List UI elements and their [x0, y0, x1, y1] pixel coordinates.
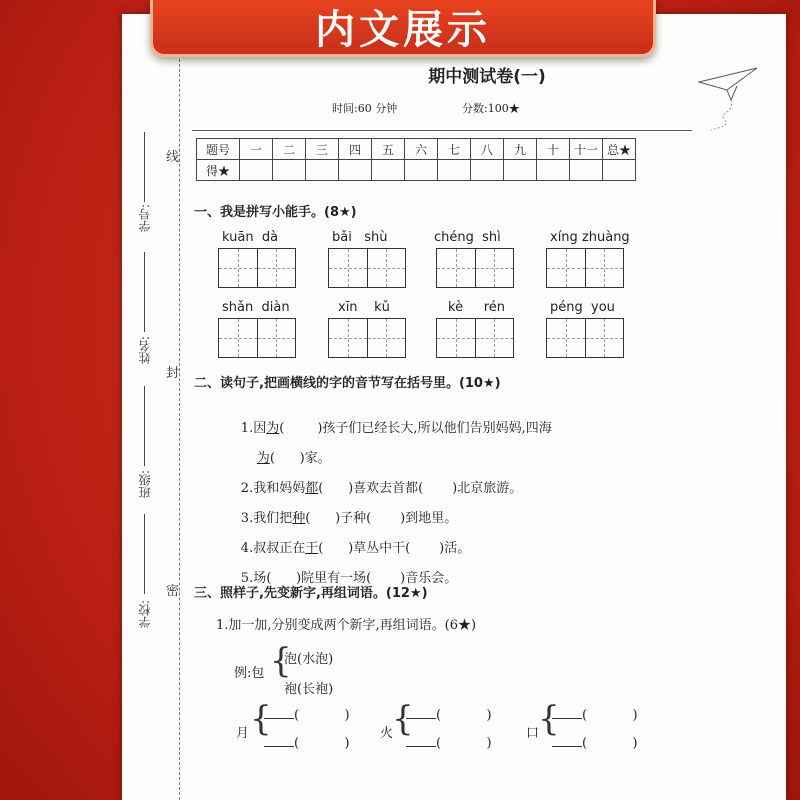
- class-label: 班级:: [138, 470, 152, 499]
- pinyin-label: kè rén: [448, 300, 506, 315]
- exam-title: 期中测试卷(一): [428, 67, 546, 87]
- score-input-cell[interactable]: [372, 160, 405, 181]
- example-line: 泡(水泡): [284, 652, 334, 667]
- example-label: 例:包: [234, 666, 265, 681]
- pinyin-label: kuān dà: [222, 230, 279, 245]
- name-line: [144, 252, 145, 332]
- section2-heading: 二、读句子,把画横线的字的音节写在括号里。(10★): [194, 376, 501, 391]
- student-no-label: 学号:: [138, 204, 152, 233]
- item-number: 2.: [240, 481, 254, 496]
- table-cell: 七: [438, 139, 471, 160]
- section3-subitem: 1.加一加,分别变成两个新字,再组词语。(6★): [216, 618, 477, 633]
- score-input-cell[interactable]: [306, 160, 339, 181]
- pinyin-label: péng you: [550, 300, 615, 315]
- table-cell: 一: [240, 139, 273, 160]
- item-text: 因: [253, 421, 267, 436]
- table-cell: 得★: [197, 160, 240, 181]
- item-text: ( )家。: [269, 451, 331, 466]
- table-cell: 二: [273, 139, 306, 160]
- score-table-row: [197, 160, 636, 181]
- binding-dashed-line: [179, 14, 180, 800]
- exam-score: 分数:100★: [462, 102, 520, 115]
- exam-content: [192, 14, 782, 800]
- exercise-char: 月: [236, 726, 250, 741]
- item-text: 场( )院里有一场( )音乐会。: [253, 571, 458, 586]
- answer-blank[interactable]: ( ): [264, 706, 350, 723]
- item-text: 我和妈妈: [253, 481, 306, 496]
- item-text: ( )子种( )到地里。: [305, 511, 458, 526]
- writing-grid[interactable]: [436, 318, 514, 358]
- table-cell: 三: [306, 139, 339, 160]
- table-cell: 九: [504, 139, 537, 160]
- student-no-line: [144, 132, 145, 202]
- exercise-char: 口: [526, 726, 540, 741]
- paper-plane-icon: [697, 64, 777, 134]
- table-cell: 十一: [570, 139, 603, 160]
- margin-mark-line: 线: [166, 150, 180, 165]
- score-input-cell[interactable]: [537, 160, 570, 181]
- banner: [150, 0, 656, 57]
- exercise-char: 火: [380, 726, 394, 741]
- writing-grid[interactable]: [436, 248, 514, 288]
- class-line: [144, 386, 145, 466]
- margin-mark-close: 密: [166, 584, 180, 599]
- item-number: 3.: [240, 511, 254, 526]
- pinyin-label: shǎn diàn: [222, 300, 290, 315]
- writing-grid[interactable]: [218, 248, 296, 288]
- item-number: 4.: [240, 541, 254, 556]
- underlined-char: 干: [305, 541, 319, 556]
- margin-mark-seal: 封: [166, 366, 180, 381]
- example-line: 袍(长袍): [284, 682, 334, 697]
- score-input-cell[interactable]: [504, 160, 537, 181]
- section1-heading: 一、我是拼写小能手。(8★): [194, 205, 357, 220]
- header-rule: [192, 130, 692, 131]
- score-input-cell[interactable]: [438, 160, 471, 181]
- table-cell: 题号: [197, 139, 240, 160]
- item-text: 我们把: [253, 511, 293, 526]
- score-input-cell[interactable]: [405, 160, 438, 181]
- answer-blank[interactable]: ( ): [406, 734, 492, 751]
- underlined-char: 为: [256, 451, 270, 466]
- section3-heading: 三、照样子,先变新字,再组词语。(12★): [194, 586, 428, 601]
- pinyin-label: chéng shì: [434, 230, 501, 245]
- item-number: 1.: [240, 421, 254, 436]
- banner-title: 内文展示: [315, 6, 491, 53]
- item-text: ( )草丛中干( )活。: [318, 541, 471, 556]
- underlined-char: 都: [305, 481, 319, 496]
- score-input-cell[interactable]: [570, 160, 603, 181]
- item-text: ( )孩子们已经长大,所以他们告别妈妈,四海: [279, 421, 552, 436]
- table-cell: 十: [537, 139, 570, 160]
- score-table: [196, 138, 636, 181]
- table-cell: 四: [339, 139, 372, 160]
- answer-blank[interactable]: ( ): [264, 734, 350, 751]
- pinyin-label: xíng zhuàng: [550, 230, 630, 245]
- name-label: 姓名:: [138, 336, 152, 365]
- pinyin-label: xīn kǔ: [338, 300, 390, 315]
- table-cell: 八: [471, 139, 504, 160]
- score-table-row: [197, 139, 636, 160]
- table-cell: 五: [372, 139, 405, 160]
- school-line: [144, 514, 145, 594]
- score-input-cell[interactable]: [471, 160, 504, 181]
- score-input-cell[interactable]: [603, 160, 636, 181]
- brace-icon: {: [538, 699, 560, 739]
- binding-margin: [122, 14, 188, 800]
- brace-icon: {: [250, 699, 272, 739]
- item-text: 叔叔正在: [253, 541, 306, 556]
- answer-blank[interactable]: ( ): [552, 734, 638, 751]
- score-input-cell[interactable]: [339, 160, 372, 181]
- table-cell: 六: [405, 139, 438, 160]
- pinyin-label: bǎi shù: [332, 230, 388, 245]
- writing-grid[interactable]: [218, 318, 296, 358]
- item-text: ( )喜欢去首都( )北京旅游。: [318, 481, 523, 496]
- writing-grid[interactable]: [328, 248, 406, 288]
- score-input-cell[interactable]: [240, 160, 273, 181]
- table-cell: 总★: [603, 139, 636, 160]
- underlined-char: 为: [266, 421, 280, 436]
- exam-paper: [122, 14, 786, 800]
- writing-grid[interactable]: [328, 318, 406, 358]
- underlined-char: 种: [292, 511, 306, 526]
- school-label: 学校:: [138, 600, 152, 629]
- brace-icon: {: [392, 699, 414, 739]
- score-input-cell[interactable]: [273, 160, 306, 181]
- item-number: 5.: [240, 571, 254, 586]
- writing-grid[interactable]: [546, 318, 624, 358]
- writing-grid[interactable]: [546, 248, 624, 288]
- answer-blank[interactable]: ( ): [406, 706, 492, 723]
- answer-blank[interactable]: ( ): [552, 706, 638, 723]
- exam-time: 时间:60 分钟: [332, 102, 398, 115]
- brace-icon: {: [270, 641, 292, 681]
